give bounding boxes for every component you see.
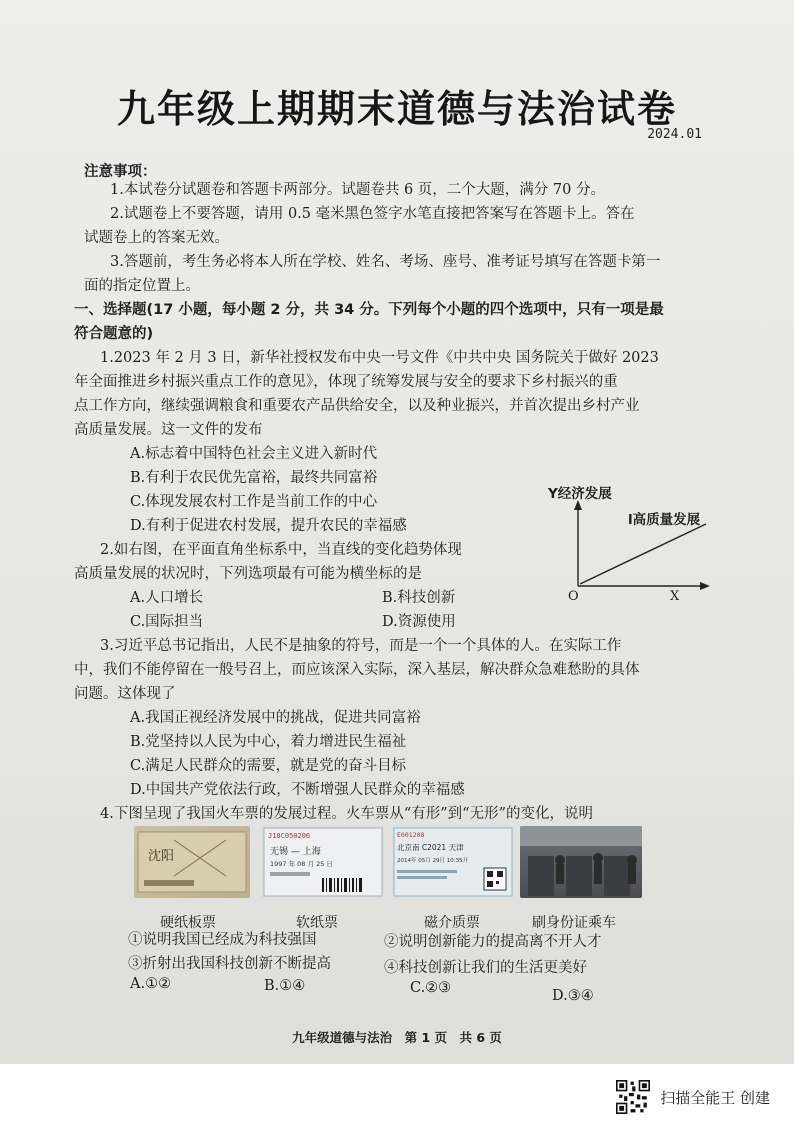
question-2-option-c: C.国际担当: [130, 614, 204, 630]
ticket-route: 北京南 C2021 天津: [397, 843, 464, 852]
ticket-caption-magnetic: 磁介质票: [424, 915, 480, 931]
x-axis-label: X: [670, 589, 680, 604]
question-3-text: 问题。这体现了: [74, 686, 176, 702]
x-axis-arrow: [700, 582, 710, 590]
section-heading-cont: 符合题意的): [74, 326, 154, 342]
question-3-text: 3.习近平总书记指出，人民不是抽象的符号，而是一个一个具体的人。在实际工作: [100, 638, 622, 654]
id-card-gate-photo: [520, 826, 642, 898]
ticket-serial: E001208: [397, 831, 425, 839]
question-4-option-c: C.②③: [410, 980, 452, 996]
question-3-option-c: C.满足人民群众的需要，就是党的奋斗目标: [130, 758, 407, 774]
question-4-option-b: B.①④: [264, 978, 306, 994]
question-1-text: 高质量发展。这一文件的发布: [74, 422, 263, 438]
question-2-text: 2.如右图，在平面直角坐标系中，当直线的变化趋势体现: [100, 542, 462, 558]
question-1-option-a: A.标志着中国特色社会主义进入新时代: [130, 446, 378, 462]
notice-item: 2.试题卷上不要答题，请用 0.5 毫米黑色签字水笔直接把答案写在答题卡上。答在: [110, 206, 635, 222]
question-4-text: 4.下图呈现了我国火车票的发展过程。火车票从“有形”到“无形”的变化，说明: [100, 806, 593, 822]
page-footer: 九年级道德与法治 第 1 页 共 6 页: [292, 1030, 502, 1045]
question-3-text: 中，我们不能停留在一般号召上，而应该深入实际，深入基层，解决群众急难愁盼的具体: [74, 662, 640, 678]
soft-ticket-photo: [262, 826, 384, 898]
ticket-date: 2014年 05月 29日 10:35开: [397, 858, 469, 864]
statement-1: ①说明我国已经成为科技强国: [128, 932, 317, 948]
trend-line: [580, 524, 706, 584]
notice-item: 面的指定位置上。: [84, 278, 200, 294]
watermark-text: 扫描全能王 创建: [660, 1088, 770, 1107]
question-1-text: 年全面推进乡村振兴重点工作的意见》，体现了统筹发展与安全的要求下乡村振兴的重: [74, 374, 618, 390]
statement-4: ④科技创新让我们的生活更美好: [384, 960, 587, 976]
exam-date: 2024.01: [647, 127, 702, 142]
scanner-watermark: [616, 1080, 770, 1114]
section-heading: 一、选择题(17 小题，每小题 2 分，共 34 分。下列每个小题的四个选项中，只有一项是最: [74, 302, 664, 318]
question-2-text: 高质量发展的状况时，下列选项最有可能为横坐标的是: [74, 566, 422, 582]
question-3-option-b: B.党坚持以人民为中心，着力增进民生福祉: [130, 734, 407, 750]
question-4-option-a: A.①②: [130, 976, 172, 992]
notice-heading: 注意事项：: [84, 164, 157, 180]
ticket-caption-id-card: 刷身份证乘车: [532, 915, 616, 931]
notice-item: 试题卷上的答案无效。: [84, 230, 229, 246]
coordinate-graph: [544, 482, 734, 606]
statement-2: ②说明创新能力的提高离不开人才: [384, 934, 602, 950]
y-axis-label: Y经济发展: [548, 486, 612, 502]
notice-item: 1.本试卷分试题卷和答题卡两部分。试题卷共 6 页，二个大题，满分 70 分。: [110, 182, 605, 198]
exam-title: 九年级上期期末道德与法治试卷: [116, 87, 677, 131]
question-3-option-a: A.我国正视经济发展中的挑战，促进共同富裕: [130, 710, 421, 726]
statement-3: ③折射出我国科技创新不断提高: [128, 956, 331, 972]
notice-item: 3.答题前，考生务必将本人所在学校、姓名、考场、座号、准考证号填写在答题卡第一: [110, 254, 661, 270]
question-1-option-b: B.有利于农民优先富裕，最终共同富裕: [130, 470, 378, 486]
ticket-caption-hard: 硬纸板票: [160, 915, 216, 931]
line-label: l高质量发展: [628, 512, 701, 528]
magnetic-ticket-photo: [392, 826, 514, 898]
question-1-text: 1.2023 年 2 月 3 日，新华社授权发布中央一号文件《中共中央 国务院关于做好 2023: [100, 350, 659, 366]
question-2-option-d: D.资源使用: [382, 614, 456, 630]
ticket-route: 无锡 — 上海: [270, 847, 321, 857]
origin-label: O: [568, 589, 579, 604]
ticket-caption-soft: 软纸票: [296, 915, 338, 931]
question-2-option-b: B.科技创新: [382, 590, 456, 606]
qr-code-icon: [616, 1080, 650, 1114]
question-4-option-d: D.③④: [552, 988, 594, 1004]
question-1-text: 点工作方向，继续强调粮食和重要农产品供给安全，以及种业振兴，并首次提出乡村产业: [74, 398, 640, 414]
hard-ticket-photo: [134, 826, 250, 898]
ticket-serial: J18C050206: [268, 832, 311, 840]
ticket-station: 沈阳: [148, 849, 175, 864]
question-3-option-d: D.中国共产党依法行政，不断增强人民群众的幸福感: [130, 782, 465, 798]
question-1-option-c: C.体现发展农村工作是当前工作的中心: [130, 494, 378, 510]
ticket-date: 1997 年 08 月 25 日: [270, 860, 333, 868]
question-1-option-d: D.有利于促进农村发展，提升农民的幸福感: [130, 518, 407, 534]
question-2-option-a: A.人口增长: [130, 590, 204, 606]
